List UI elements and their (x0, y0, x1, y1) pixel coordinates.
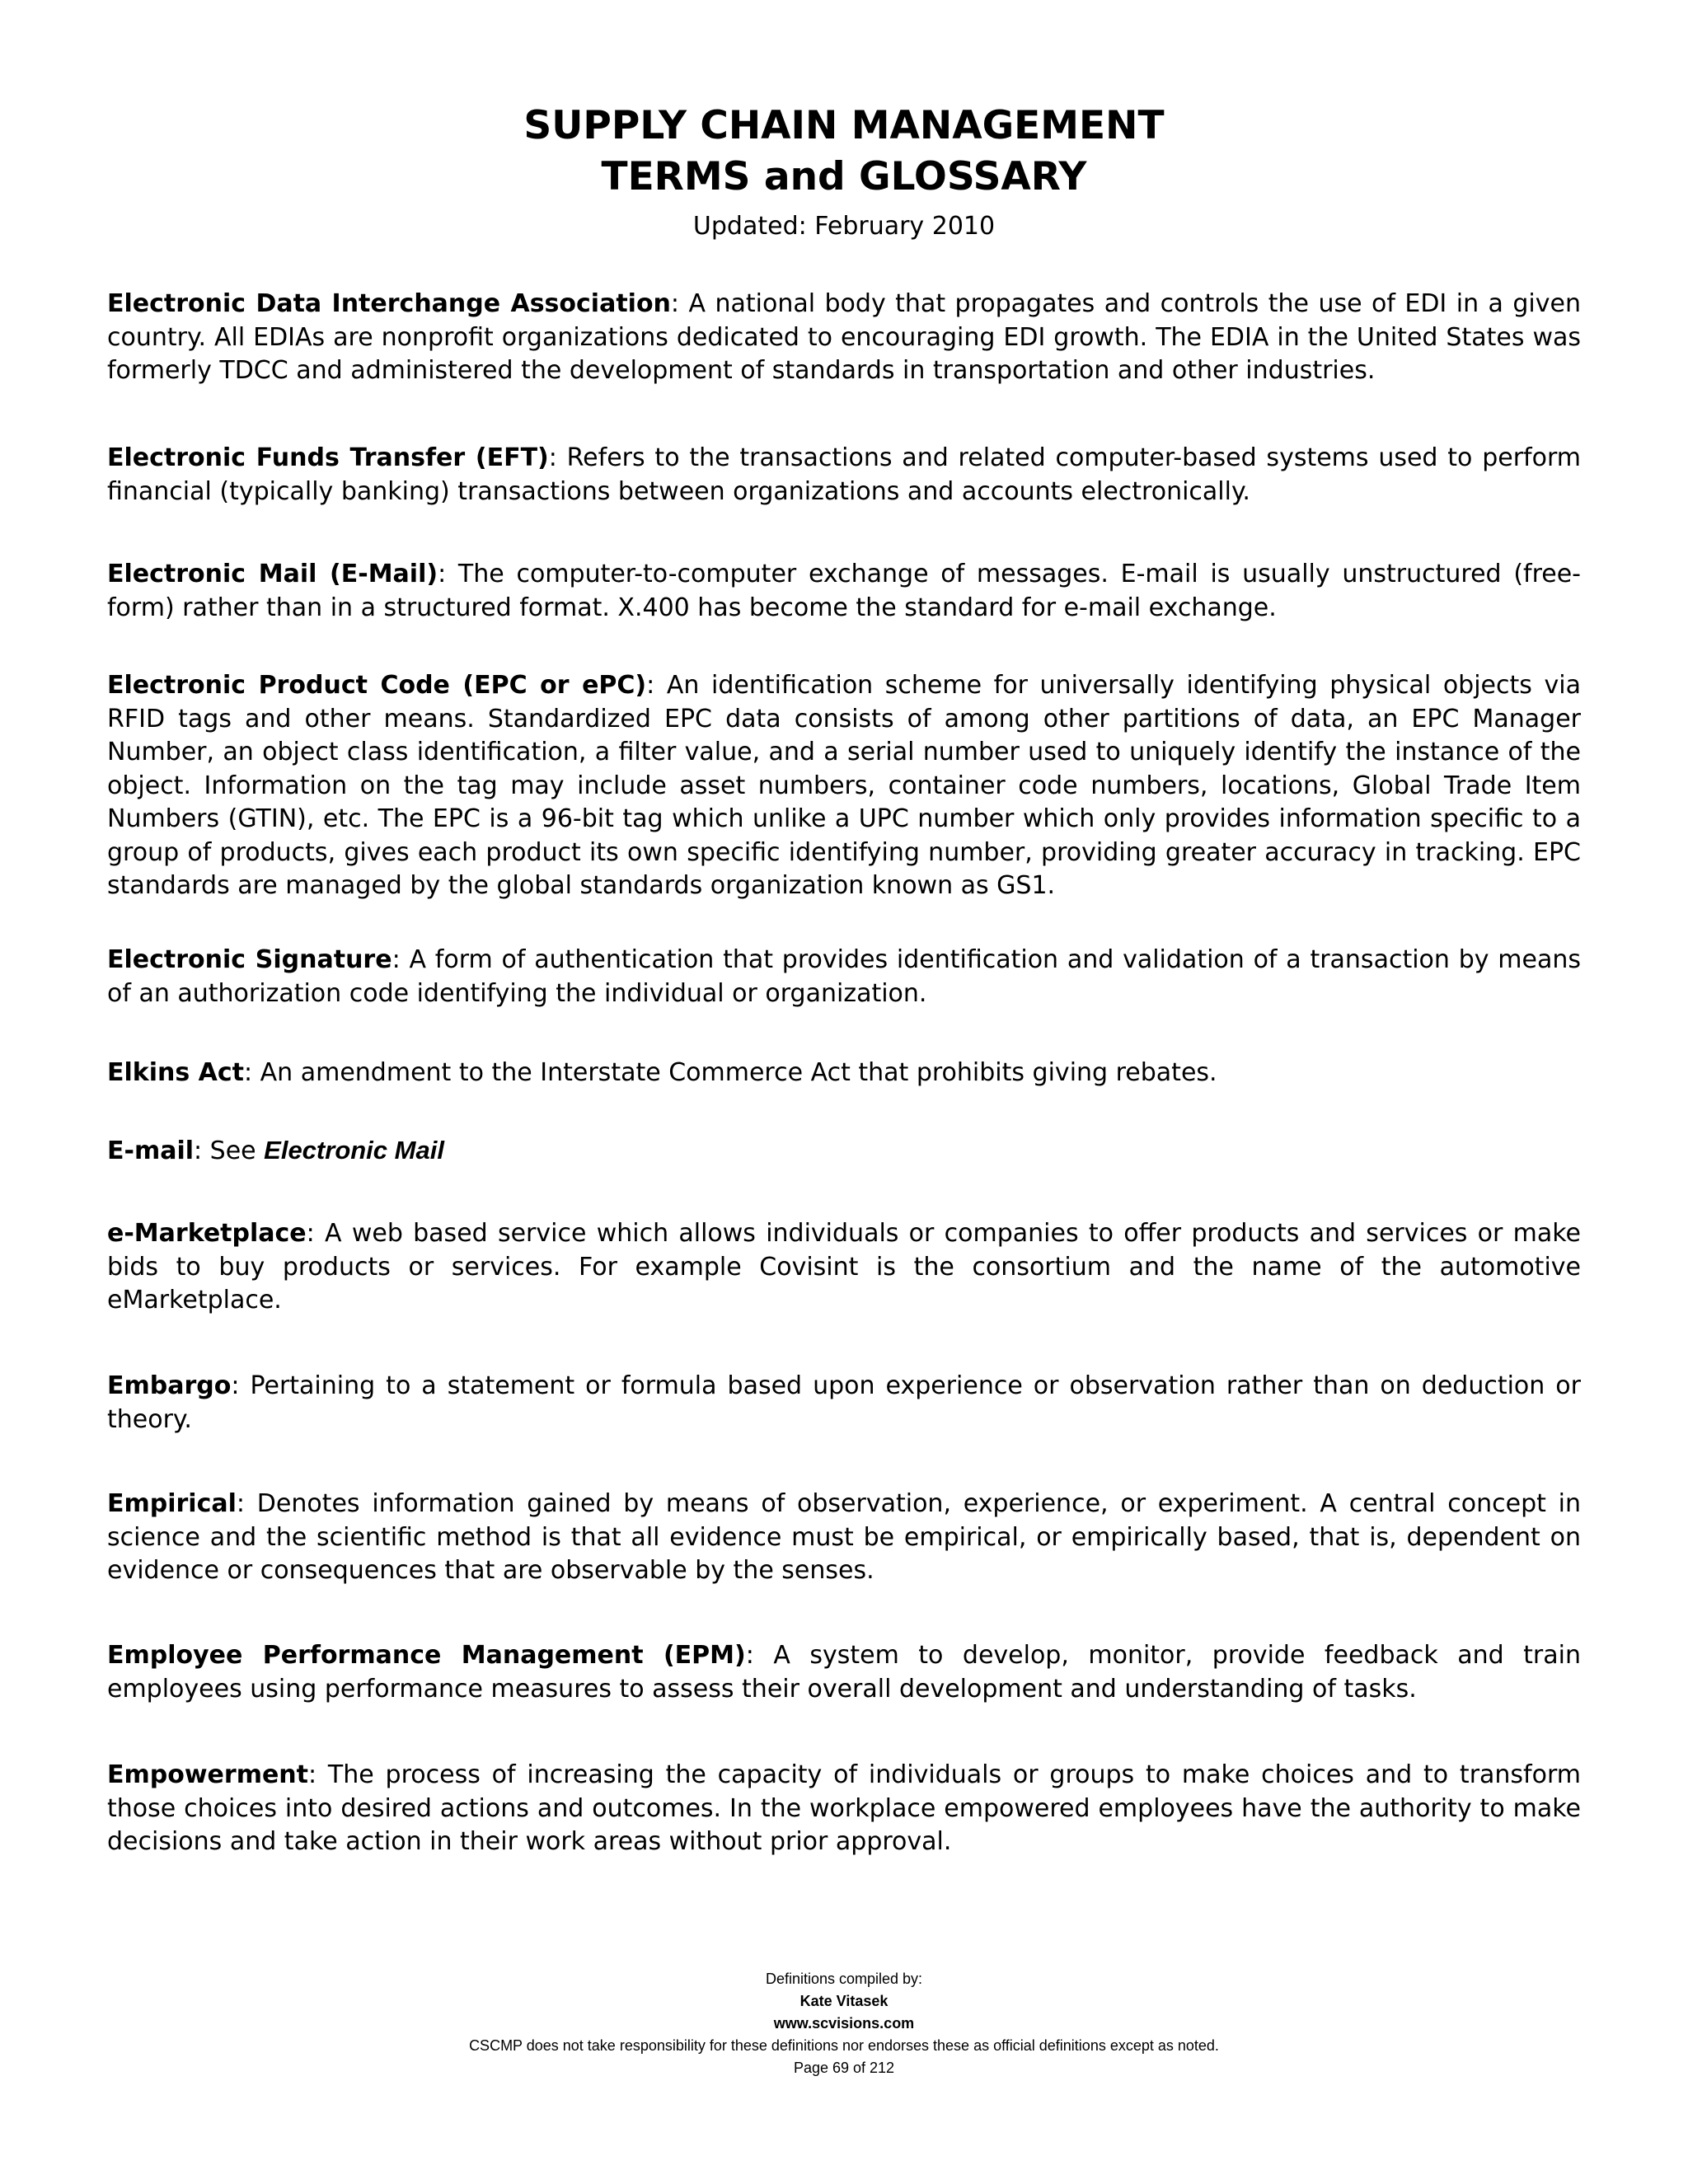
footer-disclaimer: CSCMP does not take responsibility for these definitions nor endorses these as official definitions except as noted. (469, 2037, 1219, 2054)
glossary-definition: : A web based service which allows individuals or companies to offer products and services or make bids to buy products or services. For example Covisint is the consortium and the name of the automotive eMarketplace. (107, 1219, 1581, 1315)
glossary-entry-epm (107, 1639, 1581, 1706)
glossary-definition: : An amendment to the Interstate Commerce Act that prohibits giving rebates. (244, 1058, 1217, 1087)
footer-compiled-by: Definitions compiled by: (765, 1971, 923, 1987)
glossary-term: Electronic Signature (107, 945, 392, 974)
glossary-definition: : The computer-to-computer exchange of messages. E-mail is usually unstructured (free-form) rather than in a structured format. X.400 has become the standard for e-mail exchange. (107, 560, 1581, 622)
glossary-term: Empowerment (107, 1760, 308, 1789)
glossary-definition: : The process of increasing the capacity of individuals or groups to make choices and to transform those choices into desired actions and outcomes. In the workplace empowered employees have the authority to make decisions and take action in their work areas without prior approval. (107, 1760, 1581, 1856)
glossary-term: Embargo (107, 1371, 232, 1400)
glossary-definition: : Denotes information gained by means of observation, experience, or experiment. A central concept in science and the scientific method is that all evidence must be empirical, or empirically based, that is, dependent on evidence or consequences that are observable by the senses. (107, 1489, 1581, 1585)
glossary-entry-embargo (107, 1370, 1581, 1436)
title-line-2: TERMS and GLOSSARY (601, 154, 1087, 199)
cross-reference: Electronic Mail (264, 1136, 444, 1165)
glossary-definition: : A national body that propagates and controls the use of EDI in a given country. All EDIAs are nonprofit organizations dedicated to encouraging EDI growth. The EDIA in the United States was formerly TDCC and administered the development of standards in transportation and other industries. (107, 289, 1581, 385)
page-footer (0, 1968, 1688, 2079)
footer-website: www.scvisions.com (773, 2015, 915, 2032)
glossary-definition: : See (194, 1137, 265, 1165)
glossary-entry-edia (107, 288, 1581, 388)
glossary-definition: : Pertaining to a statement or formula based upon experience or observation rather than on deduction or theory. (107, 1371, 1581, 1434)
glossary-term: e-Marketplace (107, 1219, 307, 1248)
updated-date: Updated: February 2010 (692, 212, 996, 241)
glossary-definition: : A system to develop, monitor, provide feedback and train employees using performance measures to assess their overall development and understanding of tasks. (107, 1641, 1581, 1704)
glossary-entry-electronic-mail (107, 558, 1581, 625)
title-line-1: SUPPLY CHAIN MANAGEMENT (523, 103, 1165, 148)
glossary-entry-empowerment (107, 1759, 1581, 1859)
glossary-entry-elkins-act (107, 1057, 1581, 1090)
glossary-term: Employee Performance Management (EPM) (107, 1641, 746, 1670)
glossary-definition: : Refers to the transactions and related computer-based systems used to perform financial (typically banking) transactions between organizations and accounts electronically. (107, 443, 1581, 506)
glossary-term: E-mail (107, 1137, 195, 1165)
document-header (0, 101, 1688, 244)
glossary-entry-e-marketplace (107, 1217, 1581, 1318)
glossary-definition: : An identification scheme for universally identifying physical objects via RFID tags and other means. Standardized EPC data consists of among other partitions of data, an EPC Manager Number, an object class identification, a filter value, and a serial number used to uniquely identify the instance of the object. Information on the tag may include asset numbers, container code numbers, locations, Global Trade Item Numbers (GTIN), etc. The EPC is a 96-bit tag which unlike a UPC number which only provides information specific to a group of products, gives each product its own specific identifying number, providing greater accuracy in tracking. EPC standards are managed by the global standards organization known as GS1. (107, 671, 1581, 900)
glossary-term: Electronic Funds Transfer (EFT) (107, 443, 549, 472)
glossary-entry-empirical (107, 1488, 1581, 1588)
footer-page-number: Page 69 of 212 (793, 2060, 895, 2076)
glossary-definition: : A form of authentication that provides identification and validation of a transaction by means of an authorization code identifying the individual or organization. (107, 945, 1581, 1008)
glossary-entry-eft (107, 442, 1581, 509)
glossary-term: Empirical (107, 1489, 237, 1518)
glossary-term: Elkins Act (107, 1058, 245, 1087)
footer-author: Kate Vitasek (799, 1993, 889, 2009)
glossary-term: Electronic Mail (E-Mail) (107, 560, 438, 588)
glossary-entry-epc (107, 669, 1581, 903)
glossary-entry-e-mail (107, 1134, 1581, 1169)
glossary-term: Electronic Data Interchange Association (107, 289, 671, 318)
glossary-entry-electronic-signature (107, 944, 1581, 1010)
glossary-term: Electronic Product Code (EPC or ePC) (107, 671, 647, 700)
